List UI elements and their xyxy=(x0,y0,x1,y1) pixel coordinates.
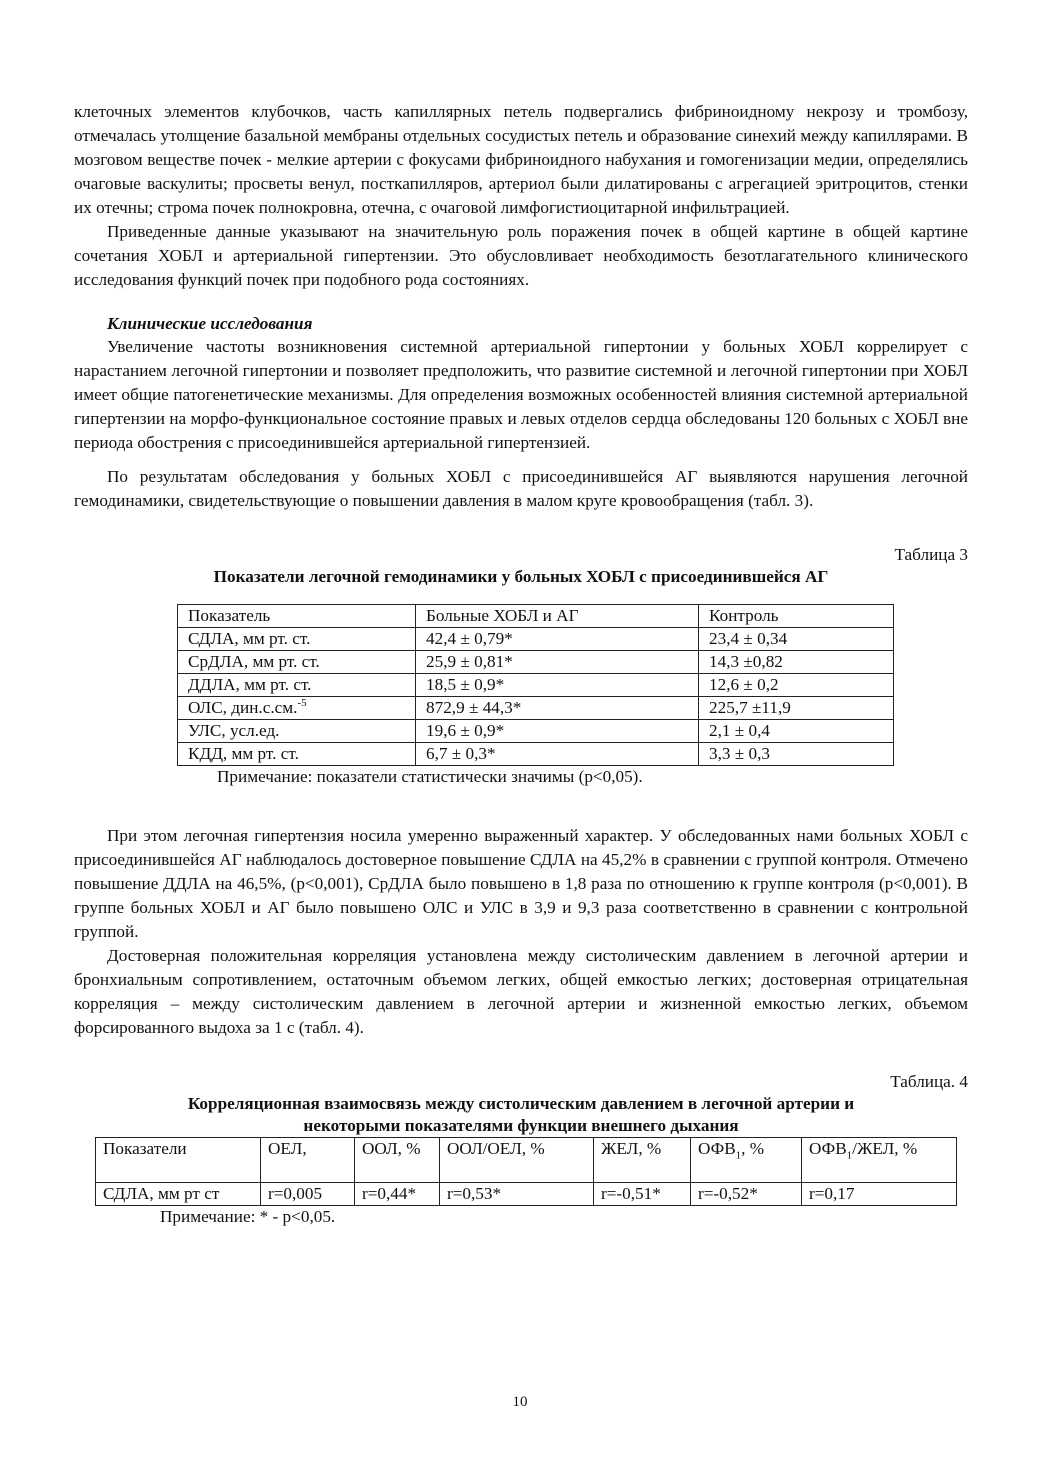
table-cell xyxy=(178,697,416,720)
table-row xyxy=(178,628,894,651)
ofv-zhel-label: ОФВ xyxy=(809,1139,847,1158)
table-header-cell: ООЛ, % xyxy=(355,1138,440,1183)
table-cell: r=-0,52* xyxy=(691,1183,802,1206)
paragraph-6: Достоверная положительная корреляция установлена между систолическим давлением в легочной артерии и бронхиальным сопротивлением, остаточным объемом легких, общей емкостью легких; достоверная отрицательная корреляция – между систолическим давлением в легочной артерии и жизненной емкостью легких, объемом форсированного выдоха за 1 с (табл. 4). xyxy=(74,946,968,1037)
paragraph-2: Приведенные данные указывают на значительную роль поражения почек в общей картине в общей картине сочетания ХОБЛ и артериальной гипертензии. Это обусловливает необходимость безотлагательного клинического исследования функций почек при подобного рода состояниях. xyxy=(74,222,968,289)
page-number: 10 xyxy=(512,1394,528,1410)
table-cell: КДД, мм рт. ст. xyxy=(178,743,416,766)
table-cell: 14,3 ±0,82 xyxy=(699,651,894,674)
table-cell: 3,3 ± 0,3 xyxy=(699,743,894,766)
document-page xyxy=(74,100,968,1228)
table-header-row xyxy=(178,605,894,628)
paragraph-4: По результатам обследования у больных ХОБЛ с присоединившейся АГ выявляются нарушения легочной гемодинамики, свидетельствующие о повышении давления в малом круге кровообращения (табл. 3). xyxy=(74,467,968,510)
table-row xyxy=(178,720,894,743)
table-cell: 225,7 ±11,9 xyxy=(699,697,894,720)
table-header-cell: Контроль xyxy=(699,605,894,628)
table-header-cell: ОЕЛ, xyxy=(261,1138,355,1183)
table-row xyxy=(96,1183,957,1206)
table-cell: СрДЛА, мм рт. ст. xyxy=(178,651,416,674)
table-4-title-line-2: некоторыми показателями функции внешнего дыхания xyxy=(303,1116,739,1135)
paragraph-1: клеточных элементов клубочков, часть капиллярных петель подвергались фибриноидному некрозу и тромбозу, отмечалась утолщение базальной мембраны отдельных сосудистых петель и образование синехий между капиллярами. В мозговом веществе почек - мелкие артерии с фокусами фибриноидного набухания и гомогенизации медии, определялись очаговые васкулиты; просветы венул, посткапилляров, артериол были дилатированы с агрегацией эритроцитов, стенки их отечны; строма почек полнокровна, отечна, с очаговой лимфогистиоцитарной инфильтрацией. xyxy=(74,102,968,217)
table-row xyxy=(178,697,894,720)
ols-exponent: -5 xyxy=(297,697,307,709)
table-cell: 25,9 ± 0,81* xyxy=(416,651,699,674)
table-cell: 42,4 ± 0,79* xyxy=(416,628,699,651)
ofv-subscript: 1 xyxy=(735,1149,742,1162)
table-cell: r=-0,51* xyxy=(594,1183,691,1206)
table-cell: 2,1 ± 0,4 xyxy=(699,720,894,743)
table-header-cell: ООЛ/ОЕЛ, % xyxy=(440,1138,594,1183)
table-cell: ДДЛА, мм рт. ст. xyxy=(178,674,416,697)
section-heading-clinical: Клинические исследования xyxy=(107,314,313,333)
table-header-cell: ЖЕЛ, % xyxy=(594,1138,691,1183)
table-cell: 18,5 ± 0,9* xyxy=(416,674,699,697)
table-row xyxy=(178,674,894,697)
ols-label: ОЛС, дин.с.см. xyxy=(188,698,298,717)
table-4-title-line-1: Корреляционная взаимосвязь между систолическим давлением в легочной артерии и xyxy=(187,1094,855,1113)
table-3-label: Таблица 3 xyxy=(894,545,968,564)
table-row xyxy=(178,743,894,766)
table-cell: 6,7 ± 0,3* xyxy=(416,743,699,766)
table-cell: СДЛА, мм рт ст xyxy=(96,1183,261,1206)
table-cell: 872,9 ± 44,3* xyxy=(416,697,699,720)
table-header-cell: Больные ХОБЛ и АГ xyxy=(416,605,699,628)
table-4-note: Примечание: * - р<0,05. xyxy=(160,1207,336,1226)
table-cell: СДЛА, мм рт. ст. xyxy=(178,628,416,651)
table-cell: r=0,17 xyxy=(802,1183,957,1206)
table-4-label: Таблица. 4 xyxy=(890,1072,968,1091)
paragraph-5: При этом легочная гипертензия носила умеренно выраженный характер. У обследованных нами больных ХОБЛ с присоединившейся АГ наблюдалось достоверное повышение СДЛА на 45,2% в сравнении с группой контроля. Отмечено повышение ДДЛА на 46,5%, (р<0,001), СрДЛА было повышено в 1,8 раза по отношению к группе контроля (р<0,001). В группе больных ХОБЛ и АГ было повышено ОЛС и УЛС в 3,9 и 9,3 раза соответственно в сравнении с контрольной группой. xyxy=(74,826,968,941)
table-cell: УЛС, усл.ед. xyxy=(178,720,416,743)
table-row xyxy=(178,651,894,674)
ofv-unit: , % xyxy=(741,1139,765,1158)
table-cell: r=0,53* xyxy=(440,1183,594,1206)
table-cell: 19,6 ± 0,9* xyxy=(416,720,699,743)
ofv-zhel-unit: /ЖЕЛ, % xyxy=(852,1139,918,1158)
table-header-cell xyxy=(802,1138,957,1183)
table-header-cell xyxy=(691,1138,802,1183)
table-3-title: Показатели легочной гемодинамики у больных ХОБЛ с присоединившейся АГ xyxy=(213,567,829,586)
table-header-row xyxy=(96,1138,957,1183)
ofv-label: ОФВ xyxy=(698,1139,736,1158)
table-header-cell: Показатель xyxy=(178,605,416,628)
paragraph-3: Увеличение частоты возникновения системной артериальной гипертонии у больных ХОБЛ коррелирует с нарастанием легочной гипертонии и позволяет предположить, что развитие системной и легочной гипертонии при ХОБЛ имеет общие патогенетические механизмы. Для определения возможных особенностей влияния системной артериальной гипертензии на морфо-функциональное состояние правых и левых отделов сердца обследованы 120 больных с ХОБЛ вне периода обострения с присоединившейся артериальной гипертензией. xyxy=(74,337,968,452)
table-header-cell: Показатели xyxy=(96,1138,261,1183)
table-3-note: Примечание: показатели статистически значимы (р<0,05). xyxy=(217,767,643,786)
table-cell: r=0,44* xyxy=(355,1183,440,1206)
table-cell: 23,4 ± 0,34 xyxy=(699,628,894,651)
table-cell: 12,6 ± 0,2 xyxy=(699,674,894,697)
table-cell: r=0,005 xyxy=(261,1183,355,1206)
ofv-zhel-subscript: 1 xyxy=(846,1149,853,1162)
table-3 xyxy=(177,604,894,766)
table-4 xyxy=(95,1137,957,1206)
